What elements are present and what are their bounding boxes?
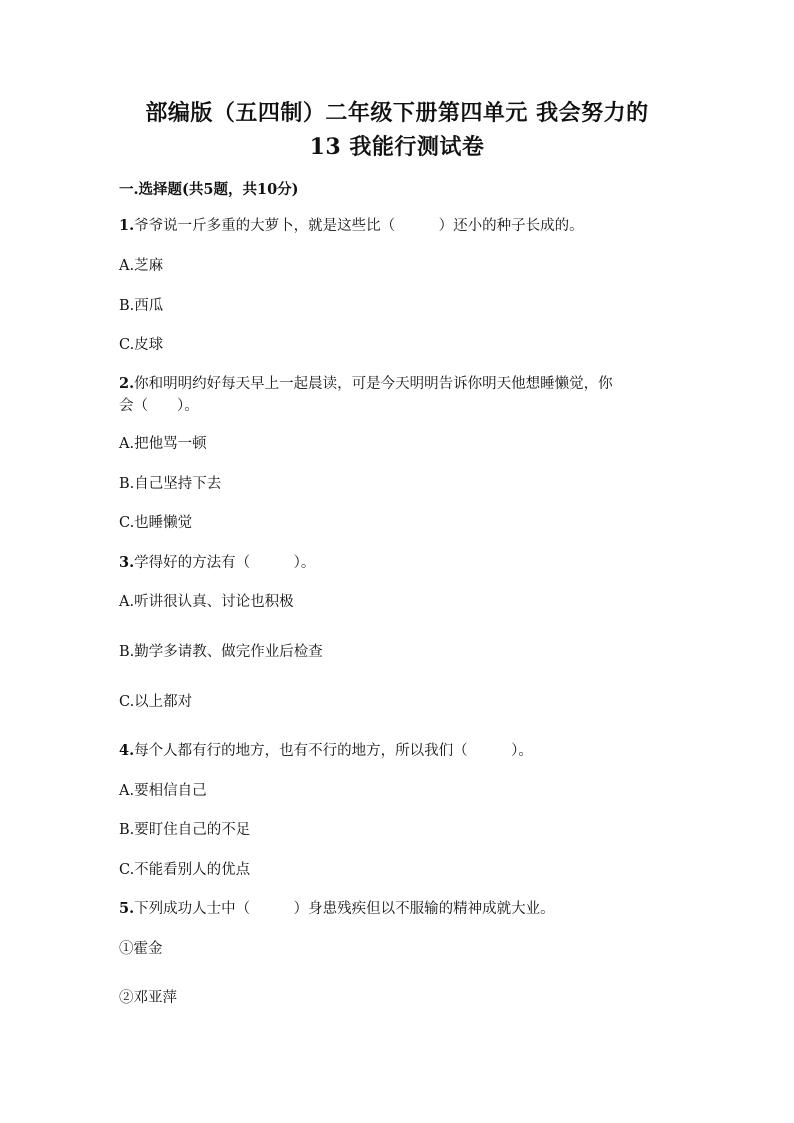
question-text: 爷爷说一斤多重的大萝卜，就是这些比（ ）还小的种子长成的。 [134,218,584,234]
option-1a: A.芝麻 [119,258,164,274]
option-2a: A.把他骂一顿 [119,436,207,452]
option-2b: B.自己坚持下去 [119,476,222,492]
question-text: 学得好的方法有（ ）。 [134,555,316,571]
option-1b: B.西瓜 [119,298,164,314]
question-2-continuation: 会（ ）。 [119,398,199,414]
question-text: 每个人都有行的地方，也有不行的地方，所以我们（ ）。 [134,743,533,759]
option-4c: C.不能看别人的优点 [119,862,251,878]
option-3b: B.勤学多请教、做完作业后检查 [119,644,323,660]
question-1 [119,216,584,236]
question-number: 1. [119,217,135,234]
option-5-2: ②邓亚萍 [119,990,177,1006]
option-5-1: ①霍金 [119,941,163,957]
section-heading: 一.选择题(共5题，共10分) [119,181,299,198]
option-2c: C.也睡懒觉 [119,515,193,531]
question-text: 下列成功人士中（ ）身患残疾但以不服输的精神成就大业。 [134,901,555,917]
question-2 [119,374,613,394]
question-4 [119,741,533,761]
question-number: 4. [119,742,135,759]
question-number: 3. [119,554,135,571]
question-3 [119,553,315,573]
option-3a: A.听讲很认真、讨论也积极 [119,594,294,610]
option-4b: B.要盯住自己的不足 [119,822,251,838]
question-5 [119,899,555,919]
question-number: 2. [119,375,135,392]
document-title-line-2: 13 我能行测试卷 [309,134,485,160]
question-text: 你和明明约好每天早上一起晨读，可是今天明明告诉你明天他想睡懒觉，你 [134,376,613,392]
question-number: 5. [119,900,135,917]
option-4a: A.要相信自己 [119,783,207,799]
document-title-line-1: 部编版（五四制）二年级下册第四单元 我会努力的 [145,100,649,126]
option-1c: C.皮球 [119,337,164,353]
option-3c: C.以上都对 [119,694,193,710]
